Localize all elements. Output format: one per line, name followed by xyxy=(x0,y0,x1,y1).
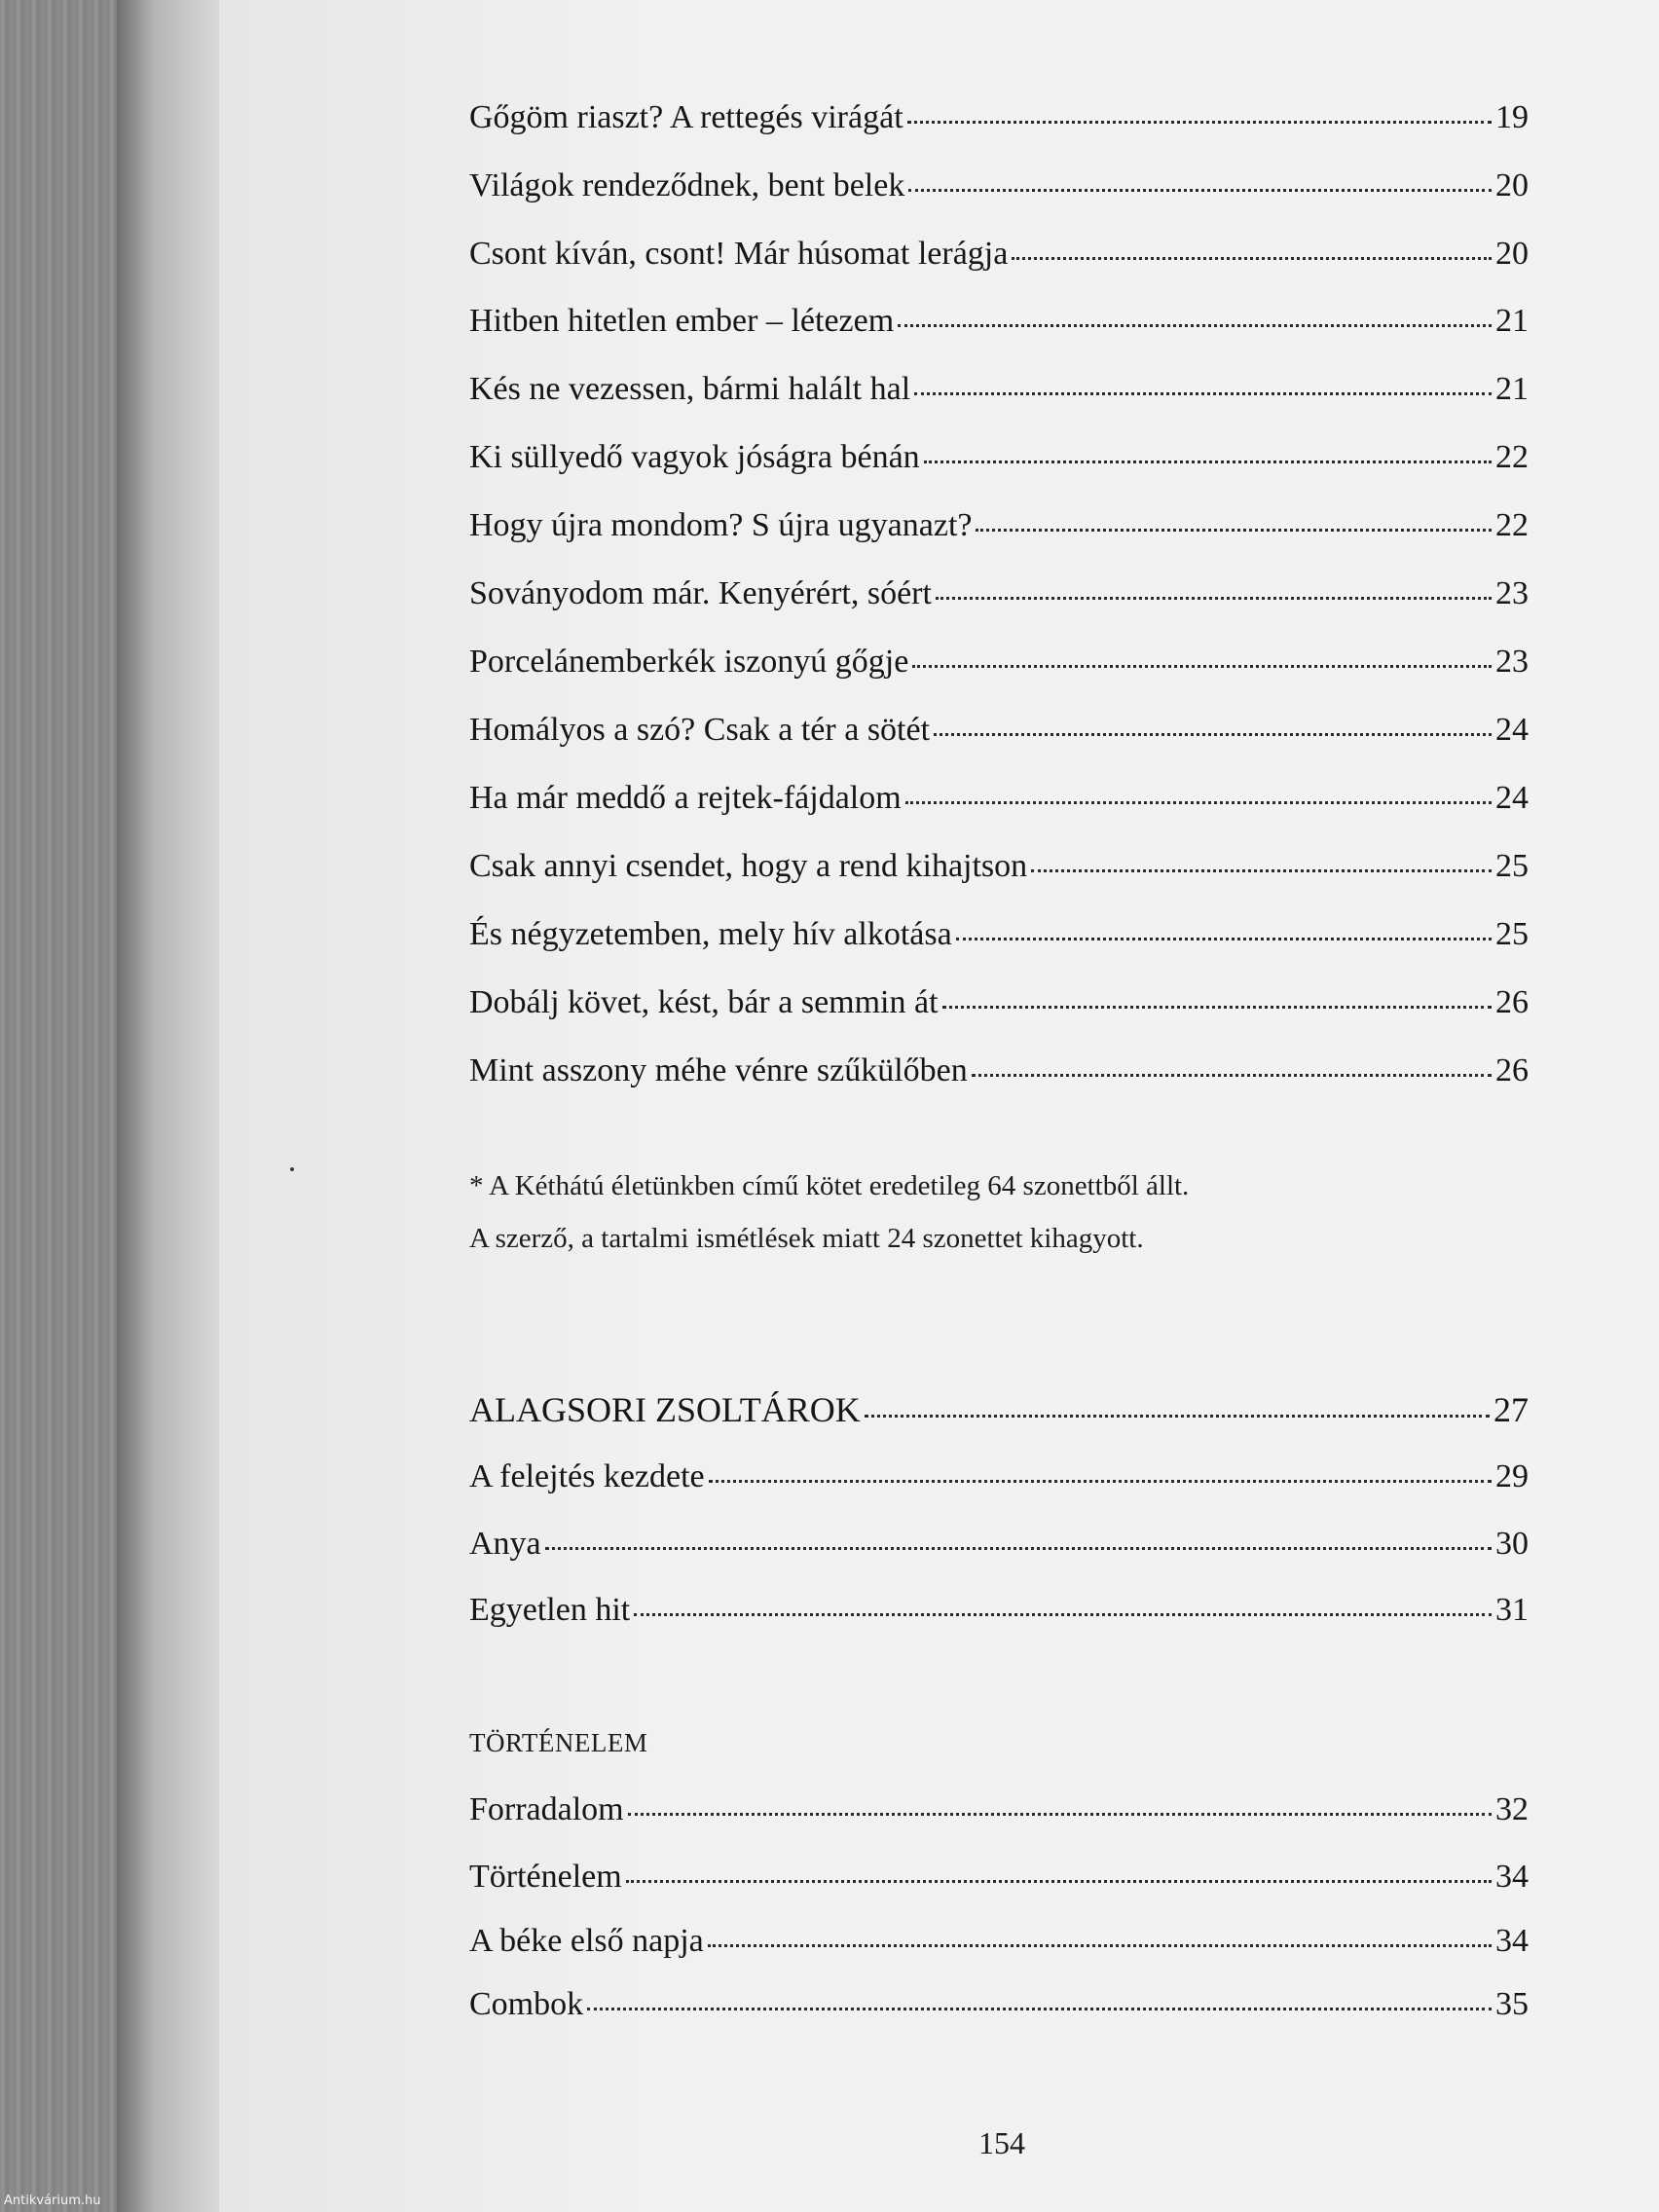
toc-entry-title: Hogy újra mondom? S újra ugyanazt? xyxy=(469,507,973,543)
toc-entry-page: 26 xyxy=(1495,1052,1529,1088)
toc-entry-title: Combok xyxy=(469,1986,584,2022)
toc-entry-title: Porcelánemberkék iszonyú gőgje xyxy=(469,644,909,680)
toc-entry-title: Dobálj követ, kést, bár a semmin át xyxy=(469,984,939,1020)
toc-entry-page: 23 xyxy=(1495,644,1529,680)
watermark: Antikvárium.hu xyxy=(4,2194,101,2208)
toc-entry-title: Ki süllyedő vagyok jóságra bénán xyxy=(469,439,920,475)
toc-entry-title: Csont kíván, csont! Már húsomat lerágja xyxy=(469,236,1009,272)
toc-entry-title: Csak annyi csendet, hogy a rend kihajtson xyxy=(469,848,1028,884)
toc-entry-title: Forradalom xyxy=(469,1791,624,1827)
toc-entry xyxy=(469,1528,1529,1561)
toc-entry xyxy=(469,373,1529,406)
toc-entry xyxy=(469,782,1529,815)
toc-entry-title: Ha már meddő a rejtek-fájdalom xyxy=(469,780,902,816)
toc-entry-title: Világok rendeződnek, bent belek xyxy=(469,167,905,203)
toc-entry xyxy=(469,1861,1529,1894)
dot-leader xyxy=(708,1944,1492,1947)
toc-entry-title: A béke első napja xyxy=(469,1923,704,1959)
toc-entry-page: 34 xyxy=(1495,1923,1529,1959)
toc-entry-title: Egyetlen hit xyxy=(469,1592,631,1628)
toc-entry-page: 32 xyxy=(1495,1791,1529,1827)
dot-leader xyxy=(972,1074,1492,1077)
dot-leader xyxy=(634,1613,1492,1616)
section-title: ALAGSORI ZSOLTÁROK xyxy=(469,1390,861,1429)
dot-leader xyxy=(626,1880,1492,1883)
toc-entry-title: Anya xyxy=(469,1526,541,1562)
footnote-line: * A Kéthátú életünkben című kötet eredetileg 64 szonettből állt. xyxy=(469,1170,1190,1201)
dot-leader xyxy=(912,665,1492,668)
toc-entry xyxy=(469,918,1529,951)
dot-leader xyxy=(907,121,1492,124)
toc-entry-page: 20 xyxy=(1495,236,1529,272)
toc-entry-title: Soványodom már. Kenyérért, sóért xyxy=(469,575,932,611)
footnote-line: A szerző, a tartalmi ismétlések miatt 24 szonettet kihagyott. xyxy=(469,1223,1144,1254)
toc-entry xyxy=(469,1925,1529,1958)
dot-leader xyxy=(934,733,1492,736)
section-heading: TÖRTÉNELEM xyxy=(469,1728,648,1757)
toc-entry-title: Homályos a szó? Csak a tér a sötét xyxy=(469,712,931,748)
toc-entry-page: 21 xyxy=(1495,303,1529,339)
toc-entry-page: 26 xyxy=(1495,984,1529,1020)
toc-entry xyxy=(469,1988,1529,2021)
background-surface xyxy=(0,0,136,2212)
toc-entry-page: 20 xyxy=(1495,167,1529,203)
toc-entry-title: Hitben hitetlen ember – létezem xyxy=(469,303,895,339)
toc-entry-page: 25 xyxy=(1495,848,1529,884)
dot-leader xyxy=(905,801,1492,804)
toc-entry-page: 19 xyxy=(1495,99,1529,135)
toc-entry xyxy=(469,850,1529,883)
dot-leader xyxy=(942,1006,1492,1009)
toc-entry-page: 25 xyxy=(1495,916,1529,952)
dot-leader xyxy=(587,2008,1492,2010)
toc-entry-page: 22 xyxy=(1495,507,1529,543)
dot-leader xyxy=(924,461,1492,463)
toc-entry-title: Mint asszony méhe vénre szűkülőben xyxy=(469,1052,968,1088)
toc-entry xyxy=(469,238,1529,271)
toc-entry xyxy=(469,441,1529,474)
toc-section-entry xyxy=(469,1392,1529,1427)
toc-entry xyxy=(469,1793,1529,1826)
toc-entry xyxy=(469,305,1529,338)
toc-entry xyxy=(469,1594,1529,1627)
toc-entry xyxy=(469,714,1529,747)
dot-leader xyxy=(1012,257,1492,260)
toc-entry-page: 21 xyxy=(1495,371,1529,407)
toc-entry-page: 30 xyxy=(1495,1526,1529,1562)
page-gutter-shadow xyxy=(117,0,224,2212)
toc-entry xyxy=(469,101,1529,134)
dot-leader xyxy=(898,324,1492,327)
dot-leader xyxy=(908,189,1492,192)
toc-entry xyxy=(469,169,1529,203)
dot-leader xyxy=(628,1813,1492,1816)
toc-entry xyxy=(469,645,1529,679)
toc-entry xyxy=(469,509,1529,542)
toc-entry-title: És négyzetemben, mely hív alkotása xyxy=(469,916,952,952)
toc-entry xyxy=(469,986,1529,1019)
toc-entry-title: Kés ne vezessen, bármi halált hal xyxy=(469,371,911,407)
toc-entry xyxy=(469,1460,1529,1493)
dot-leader xyxy=(1031,869,1492,872)
toc-entry-page: 34 xyxy=(1495,1859,1529,1895)
toc-entry-page: 31 xyxy=(1495,1592,1529,1628)
dot-leader xyxy=(545,1547,1492,1550)
section-page: 27 xyxy=(1493,1390,1529,1429)
page-speck xyxy=(290,1167,294,1171)
toc-entry xyxy=(469,577,1529,610)
toc-entry-page: 24 xyxy=(1495,780,1529,816)
toc-entry-title: Gőgöm riaszt? A rettegés virágát xyxy=(469,99,903,135)
dot-leader xyxy=(956,938,1492,940)
dot-leader xyxy=(976,529,1492,532)
dot-leader xyxy=(936,597,1492,600)
toc-entry-title: Történelem xyxy=(469,1859,622,1895)
toc-entry-page: 24 xyxy=(1495,712,1529,748)
page-number: 154 xyxy=(978,2125,1025,2160)
dot-leader xyxy=(914,392,1492,395)
dot-leader xyxy=(709,1480,1492,1483)
dot-leader xyxy=(865,1415,1490,1418)
toc-entry-page: 22 xyxy=(1495,439,1529,475)
toc-entry-page: 23 xyxy=(1495,575,1529,611)
toc-entry xyxy=(469,1054,1529,1088)
toc-entry-page: 35 xyxy=(1495,1986,1529,2022)
toc-entry-title: A felejtés kezdete xyxy=(469,1458,705,1494)
toc-entry-page: 29 xyxy=(1495,1458,1529,1494)
